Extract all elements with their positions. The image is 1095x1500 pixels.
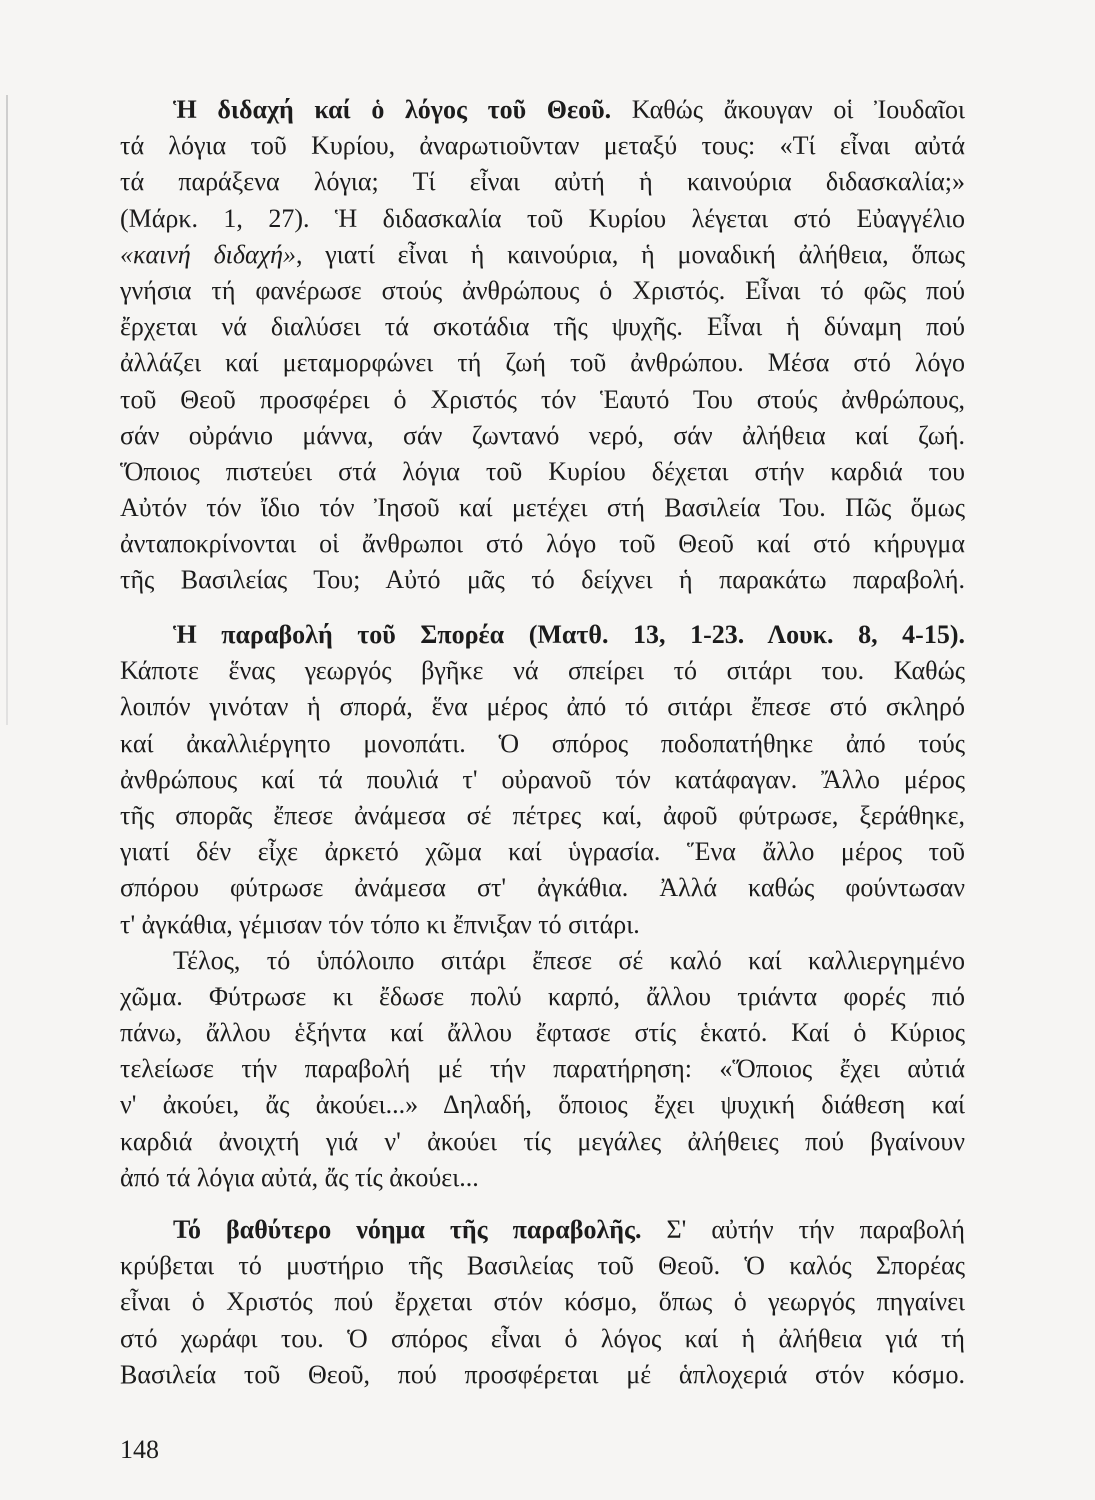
text-line: Ἡ διδαχή καί ὁ λόγος τοῦ Θεοῦ. Καθώς ἄκουγαν οἱ Ἰουδαῖοι bbox=[173, 95, 965, 124]
section-heading-word-of-god: Ἡ διδαχή καί ὁ λόγος τοῦ Θεοῦ. bbox=[173, 95, 612, 124]
page-number: 148 bbox=[120, 1435, 159, 1464]
text-line: πάνω, ἄλλου ἑξήντα καί ἄλλου ἔφτασε στίς ἑκατό. Καί ὁ Κύριος bbox=[120, 1018, 965, 1048]
text-line: σπόρου φύτρωσε ἀνάμεσα στ' ἀγκάθια. Ἀλλά καθώς φούντωσαν bbox=[120, 873, 965, 903]
section-heading-parable-of-sower: Ἡ παραβολή τοῦ Σπορέα (Ματθ. 13, 1-23. Λουκ. 8, 4-15). bbox=[173, 620, 965, 649]
text-line: τά λόγια τοῦ Κυρίου, ἀναρωτιοῦνταν μεταξύ τους: «Τί εἶναι αὐτά bbox=[120, 131, 965, 161]
text-line bbox=[120, 617, 965, 653]
text-line: τοῦ Θεοῦ προσφέρει ὁ Χριστός τόν Ἑαυτό Του στούς ἀνθρώπους, bbox=[120, 384, 965, 414]
paragraph-deeper-meaning bbox=[120, 1212, 965, 1393]
text-line: τ' ἀγκάθια, γέμισαν τόν τόπο κι ἔπνιξαν τό σιτάρι. bbox=[120, 909, 640, 939]
text-line: εἶναι ὁ Χριστός πού ἔρχεται στόν κόσμο, ὅπως ὁ γεωργός πηγαίνει bbox=[120, 1287, 965, 1317]
text-line: ἀνθρώπους καί τά πουλιά τ' οὐρανοῦ τόν κατάφαγαν. Ἄλλο μέρος bbox=[120, 764, 965, 794]
section-heading-deeper-meaning: Τό βαθύτερο νόημα τῆς παραβολῆς. bbox=[173, 1215, 642, 1244]
text-line: Βασιλεία τοῦ Θεοῦ, πού προσφέρεται μέ ἁπλοχεριά στόν κόσμο. bbox=[120, 1359, 965, 1389]
text-line: Ὅποιος πιστεύει στά λόγια τοῦ Κυρίου δέχεται στήν καρδιά του bbox=[120, 456, 965, 486]
text-line: καρδιά ἀνοιχτή γιά ν' ἀκούει τίς μεγάλες ἀλήθειες πού βγαίνουν bbox=[120, 1126, 965, 1156]
paragraph-word-of-god bbox=[120, 92, 965, 599]
text-line: γνήσια τή φανέρωσε στούς ἀνθρώπους ὁ Χριστός. Εἶναι τό φῶς πού bbox=[120, 275, 965, 305]
text-line: ἔρχεται νά διαλύσει τά σκοτάδια τῆς ψυχῆς. Εἶναι ἡ δύναμη πού bbox=[120, 312, 965, 342]
text-line: τῆς Βασιλείας Του; Αὐτό μᾶς τό δείχνει ἡ παρακάτω παραβολή. bbox=[120, 565, 965, 595]
text-line: στό χωράφι του. Ὁ σπόρος εἶναι ὁ λόγος καί ἡ ἀλήθεια γιά τή bbox=[120, 1323, 965, 1353]
text-line: κρύβεται τό μυστήριο τῆς Βασιλείας τοῦ Θεοῦ. Ὁ καλός Σπορέας bbox=[120, 1251, 965, 1281]
text-line: ἀπό τά λόγια αὐτά, ἄς τίς ἀκούει... bbox=[120, 1162, 479, 1192]
text-line: λοιπόν γινόταν ἡ σπορά, ἕνα μέρος ἀπό τό σιτάρι ἔπεσε στό σκληρό bbox=[120, 692, 965, 722]
emphasis-new-teaching: «καινή διδαχή» bbox=[120, 239, 296, 269]
text-line: Κάποτε ἕνας γεωργός βγῆκε νά σπείρει τό σιτάρι του. Καθώς bbox=[120, 656, 965, 686]
text-line: Τό βαθύτερο νόημα τῆς παραβολῆς. Σ' αὐτήν τήν παραβολή bbox=[173, 1215, 965, 1244]
text-line: (Μάρκ. 1, 27). Ἡ διδασκαλία τοῦ Κυρίου λέγεται στό Εὐαγγέλιο bbox=[120, 203, 965, 233]
page-binding-edge bbox=[6, 95, 8, 725]
text-line: ἀλλάζει καί μεταμορφώνει τή ζωή τοῦ ἀνθρώπου. Μέσα στό λόγο bbox=[120, 348, 965, 378]
text-line: σάν οὐράνιο μάννα, σάν ζωντανό νερό, σάν ἀλήθεια καί ζωή. bbox=[120, 420, 965, 450]
text-line: «καινή διδαχή», γιατί εἶναι ἡ καινούρια, ἡ μοναδική ἀλήθεια, ὅπως bbox=[120, 239, 965, 269]
text-line: τά παράξενα λόγια; Τί εἶναι αὐτή ἡ καινούρια διδασκαλία;» bbox=[120, 167, 965, 197]
text-line: γιατί δέν εἶχε ἀρκετό χῶμα καί ὑγρασία. Ἕνα ἄλλο μέρος τοῦ bbox=[120, 837, 965, 867]
text-line: τελείωσε τήν παραβολή μέ τήν παρατήρηση: «Ὅποιος ἔχει αὐτιά bbox=[120, 1054, 965, 1084]
text-line: Αὐτόν τόν ἴδιο τόν Ἰησοῦ καί μετέχει στή Βασιλεία Του. Πῶς ὅμως bbox=[120, 493, 965, 523]
text-line: ἀνταποκρίνονται οἱ ἄνθρωποι στό λόγο τοῦ Θεοῦ καί στό κήρυγμα bbox=[120, 529, 965, 559]
text-line: τῆς σπορᾶς ἔπεσε ἀνάμεσα σέ πέτρες καί, ἀφοῦ φύτρωσε, ξεράθηκε, bbox=[120, 800, 965, 830]
paragraph-parable-of-sower bbox=[120, 617, 965, 1196]
text-line: ν' ἀκούει, ἄς ἀκούει...» Δηλαδή, ὅποιος ἔχει ψυχική διάθεση καί bbox=[120, 1090, 965, 1120]
text-line: Τέλος, τό ὑπόλοιπο σιτάρι ἔπεσε σέ καλό καί καλλιεργημένο bbox=[173, 945, 965, 975]
text-line: καί ἀκαλλιέργητο μονοπάτι. Ὁ σπόρος ποδοπατήθηκε ἀπό τούς bbox=[120, 728, 965, 758]
text-line: χῶμα. Φύτρωσε κι ἔδωσε πολύ καρπό, ἄλλου τριάντα φορές πιό bbox=[120, 981, 965, 1011]
